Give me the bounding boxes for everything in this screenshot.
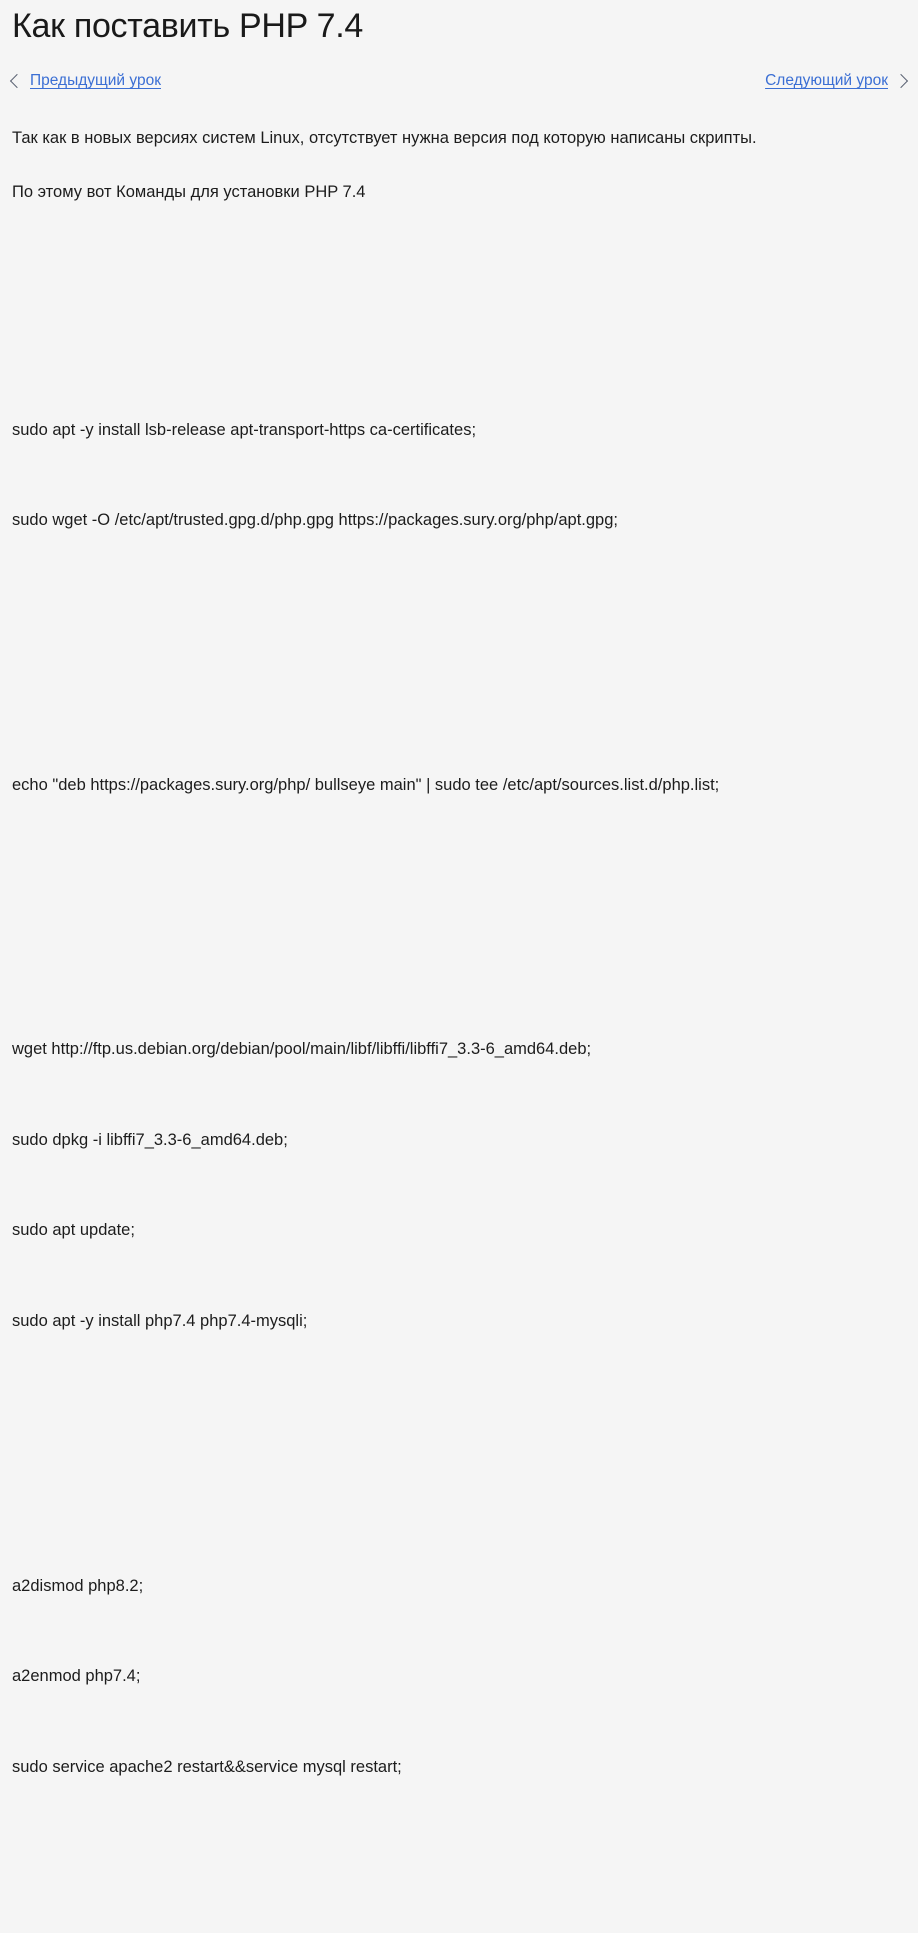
command-line: a2dismod php8.2; [12, 1576, 144, 1595]
command-line: wget http://ftp.us.debian.org/debian/pool/main/libf/libffi/libffi7_3.3-6_amd64.deb; [12, 1040, 592, 1059]
chevron-left-icon [10, 74, 24, 88]
command-group [12, 354, 906, 596]
command-line: sudo wget -O /etc/apt/trusted.gpg.d/php.gpg https://packages.sury.org/php/apt.gpg; [12, 511, 618, 530]
previous-lesson-label: Предыдущий урок [30, 71, 161, 89]
lesson-body [12, 123, 862, 208]
intro-paragraph: Так как в новых версиях систем Linux, отсутствует нужна версия под которую написаны скрипты. [12, 128, 757, 147]
command-group [12, 974, 906, 1397]
command-line: sudo apt -y install php7.4 php7.4-mysqli; [12, 1312, 308, 1331]
command-line: echo "deb https://packages.sury.org/php/ bullseye main" | sudo tee /etc/apt/sources.list.d/php.list; [12, 775, 720, 794]
lesson-navigation [12, 69, 906, 93]
previous-lesson-link[interactable] [12, 72, 161, 90]
command-line: a2enmod php7.4; [12, 1667, 141, 1686]
command-block [12, 264, 906, 1933]
command-group [12, 1510, 906, 1842]
command-line: sudo apt -y install lsb-release apt-transport-https ca-certificates; [12, 420, 477, 439]
command-line: sudo dpkg -i libffi7_3.3-6_amd64.deb; [12, 1130, 288, 1149]
page-title: Как поставить PHP 7.4 [12, 7, 363, 45]
command-line: sudo apt update; [12, 1221, 135, 1240]
chevron-right-icon [894, 74, 908, 88]
command-line: sudo service apache2 restart&&service mysql restart; [12, 1757, 402, 1776]
next-lesson-label: Следующий урок [765, 71, 888, 89]
commands-intro-paragraph: По этому вот Команды для установки PHP 7.4 [12, 183, 366, 202]
next-lesson-link[interactable] [765, 72, 906, 90]
command-group [12, 709, 906, 860]
